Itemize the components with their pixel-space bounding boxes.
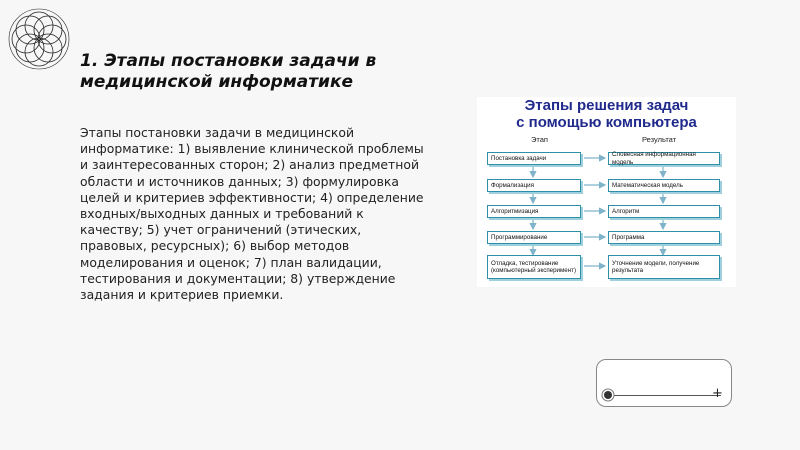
plus-icon[interactable]: + xyxy=(712,386,723,401)
column-header-result: Результат xyxy=(642,135,677,144)
result-box: Программа xyxy=(608,231,720,244)
stage-box: Формализация xyxy=(487,179,581,192)
stage-box: Постановка задачи xyxy=(487,152,581,165)
result-box: Уточнение модели, получение результата xyxy=(608,255,720,279)
column-header-stage: Этап xyxy=(531,135,548,144)
stages-diagram xyxy=(477,97,736,287)
stage-box: Алгоритмизация xyxy=(487,205,581,218)
media-player[interactable] xyxy=(596,359,732,407)
stage-box: Отладка, тестирование (компьютерный эксперимент) xyxy=(487,255,581,279)
play-position-icon[interactable] xyxy=(604,391,612,399)
diagram-title-line2: с помощью компьютера xyxy=(516,114,697,131)
result-box: Алгоритм xyxy=(608,205,720,218)
page-title: 1. Этапы постановки задачи в медицинской информатике xyxy=(80,51,377,92)
seek-track[interactable] xyxy=(609,395,721,396)
body-paragraph: Этапы постановки задачи в медицинской информатике: 1) выявление клинической проблемы и заинтересованных сторон; 2) анализ предметной области и источников данных; 3) формулировка целей и критериев эффективности; 4) определение входных/выходных данных и требований к качеству; 5) учет ограничений (этических, правовых, ресурсных); 6) выбор методов моделирования и оценок; 7) план валидации, тестирования и документации; 8) утверждение задания и критериев приемки. xyxy=(80,125,424,303)
stage-box: Программирование xyxy=(487,231,581,244)
diagram-title-line1: Этапы решения задач xyxy=(524,97,689,114)
result-box: Математическая модель xyxy=(608,179,720,192)
logo-icon xyxy=(4,4,74,74)
result-box: Словесная информационная модель xyxy=(608,152,720,165)
